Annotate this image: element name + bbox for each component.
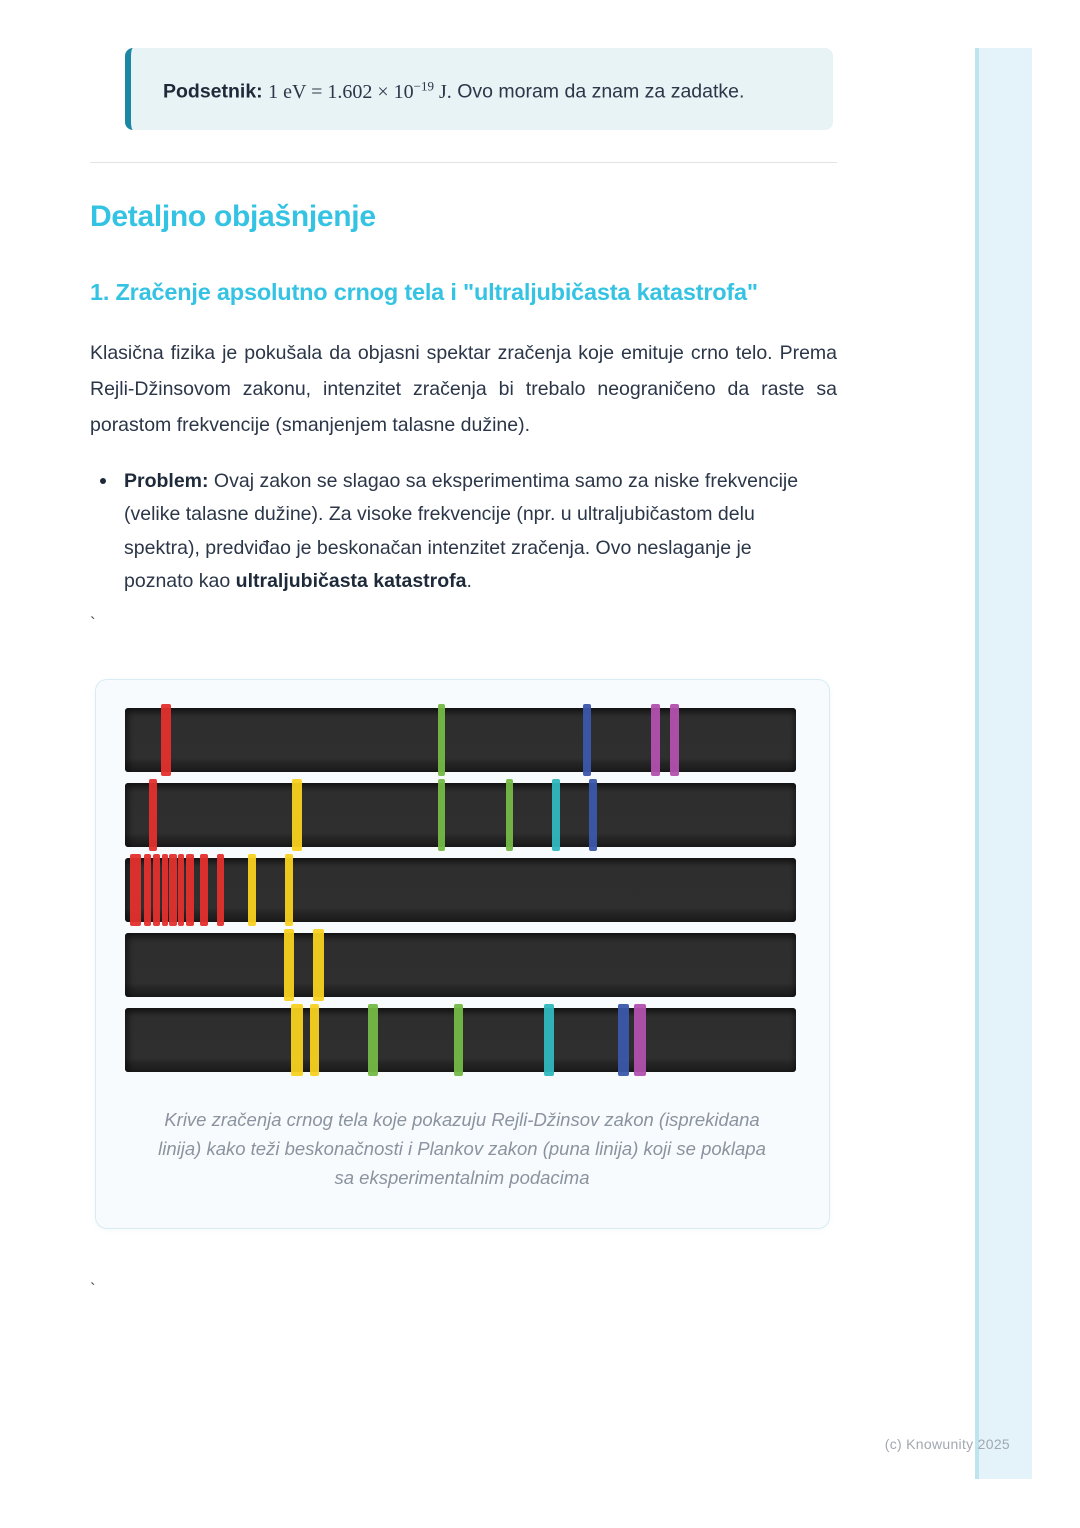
spectrum-bar-spectrum-5 (125, 1008, 796, 1072)
spectral-line-yellow (310, 1004, 319, 1076)
problem-highlight: ultraljubičasta katastrofa (235, 570, 467, 593)
spectral-line-red (169, 854, 177, 926)
list-item-problem: Problem: Ovaj zakon se slagao sa eksperimentima samo za niske frekvencije (velike talasne dužine). Za visoke frekvencije (npr. u ultraljubičastom delu spektra), predviđao je beskonačan intenzitet zračenja. Ovo neslaganje je poznato kao ultraljubičasta katastrofa. (124, 465, 800, 599)
section-title: Detaljno objašnjenje (90, 199, 376, 233)
stray-backtick: ` (90, 613, 96, 633)
spectral-line-green (438, 704, 445, 776)
spectral-line-green (506, 779, 513, 851)
bullet-list (90, 465, 837, 599)
spectral-line-magenta (651, 704, 660, 776)
spectral-line-blue (583, 704, 591, 776)
problem-label: Problem: (124, 469, 209, 492)
spectral-line-yellow (284, 929, 294, 1001)
spectral-line-yellow (248, 854, 256, 926)
section-divider (90, 162, 837, 163)
page-side-accent-bar (975, 48, 1032, 1479)
formula-exponent: −19 (413, 78, 434, 93)
spectral-line-magenta (634, 1004, 646, 1076)
bullet-dot-icon (100, 478, 106, 484)
spectrum-bar-spectrum-1 (125, 708, 796, 772)
spectral-line-red (217, 854, 224, 926)
spectral-line-green (438, 779, 445, 851)
spectral-line-red (186, 854, 194, 926)
spectral-line-yellow (313, 929, 324, 1001)
copyright-notice: (c) Knowunity 2025 (884, 1436, 1010, 1452)
spectral-line-blue (618, 1004, 629, 1076)
spectral-line-magenta (670, 704, 679, 776)
stray-backtick: ` (90, 1279, 96, 1299)
spectral-line-red (161, 704, 171, 776)
reminder-callout (125, 48, 833, 130)
spectral-line-green (454, 1004, 463, 1076)
formula: 1 eV = $1.602 \times 10^{-19}$ J. (268, 78, 452, 103)
spectra (125, 708, 796, 1083)
spectral-line-red (130, 854, 141, 926)
subsection-title: 1. Zračenje apsolutno crnog tela i "ultraljubičasta katastrofa" (90, 278, 758, 305)
spectral-line-red (200, 854, 208, 926)
reminder-text: Ovo moram da znam za zadatke. (457, 80, 745, 103)
spectra-figure-card (95, 679, 830, 1229)
figure-caption: Krive zračenja crnog tela koje pokazuju Rejli-Džinsov zakon (isprekidana linija) kako teži beskonačnosti i Plankov zakon (puna linija) koji se poklapa sa eksperimentalnim podacima (158, 1108, 766, 1188)
spectral-line-yellow (285, 854, 293, 926)
spectral-line-red (178, 854, 184, 926)
spectral-line-red (162, 854, 168, 926)
intro-paragraph: Klasična fizika je pokušala da objasni spektar zračenja koje emituje crno telo. Prema Rejli-Džinsovom zakonu, intenzitet zračenja bi trebalo neograničeno da raste sa porastom frekvencije (smanjenjem talasne dužine). (90, 341, 837, 436)
document-content (90, 48, 837, 1300)
spectrum-bar-spectrum-3 (125, 858, 796, 922)
spectral-line-blue (589, 779, 597, 851)
spectrum-bar-spectrum-4 (125, 933, 796, 997)
spectral-line-red (149, 779, 157, 851)
spectral-line-cyan (544, 1004, 554, 1076)
spectral-line-red (153, 854, 160, 926)
spectral-line-yellow (291, 1004, 303, 1076)
spectral-line-green (368, 1004, 378, 1076)
spectral-line-cyan (552, 779, 560, 851)
spectrum-bar-spectrum-2 (125, 783, 796, 847)
spectral-line-yellow (292, 779, 302, 851)
problem-text: Ovaj zakon se slagao sa eksperimentima samo za niske frekvencije (velike talasne dužine). Za visoke frekvencije (npr. u ultraljubičastom delu spektra), predviđao je beskonačan intenzitet zračenja. Ovo neslaganje je poznato kao (124, 469, 799, 593)
reminder-label: Podsetnik: (163, 80, 263, 103)
spectral-line-red (144, 854, 151, 926)
